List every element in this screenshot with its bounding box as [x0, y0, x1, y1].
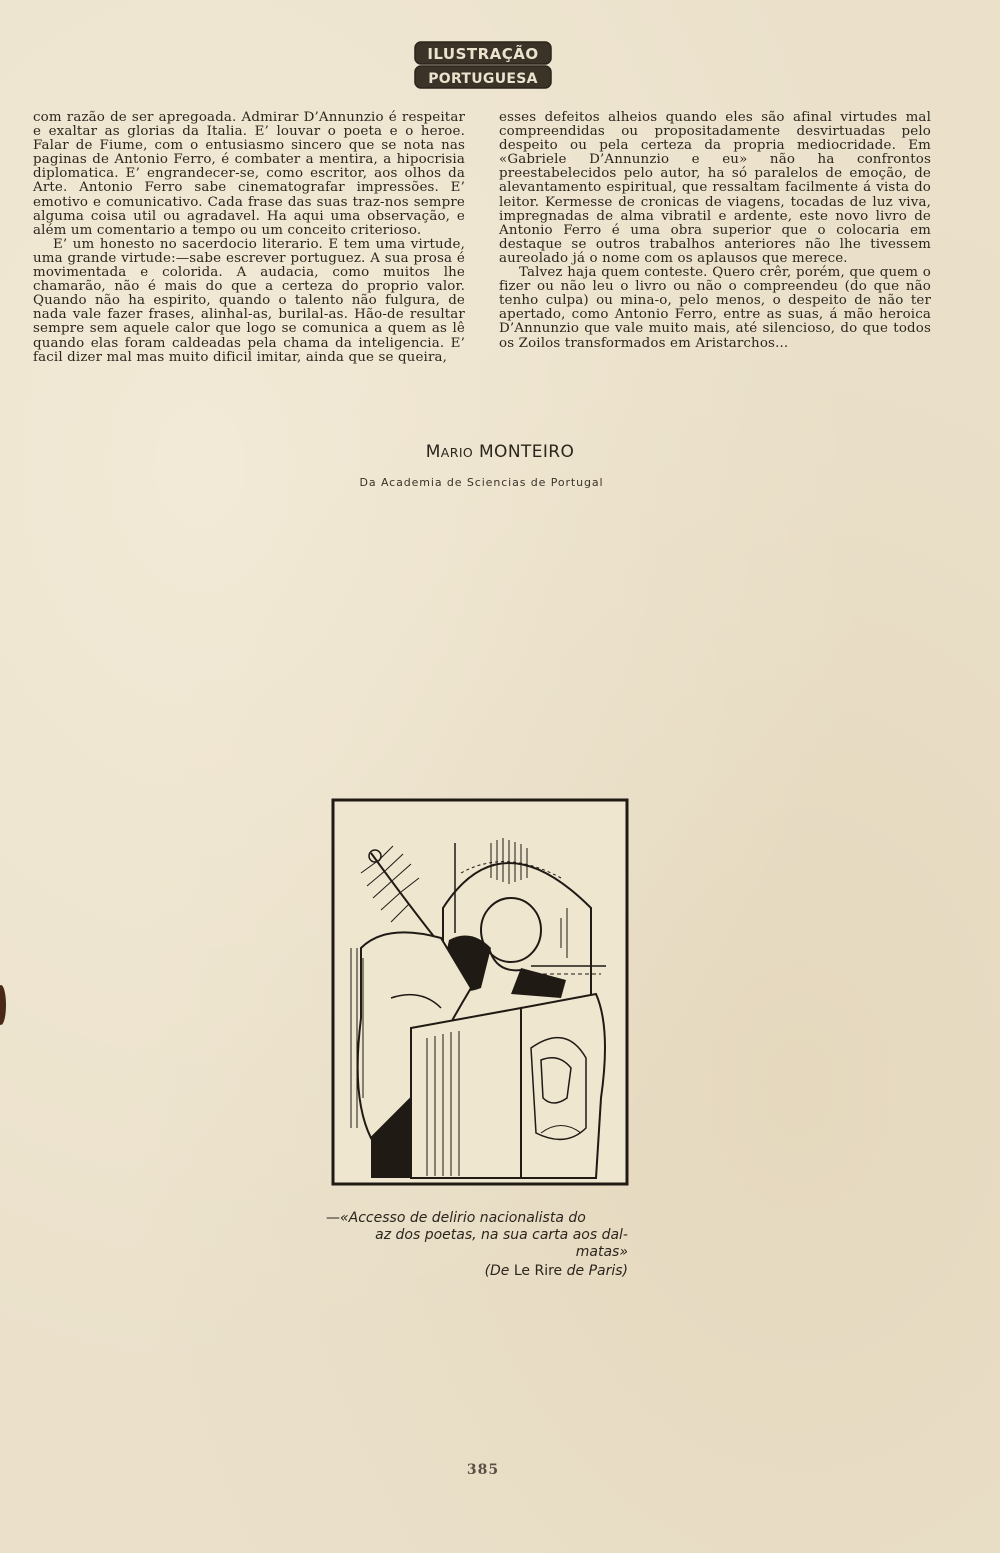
- right-column: [499, 111, 931, 351]
- masthead-line2: PORTUGUESA: [428, 71, 538, 87]
- left-column: [33, 111, 465, 365]
- right-paragraph-2: Talvez haja quem conteste. Quero crêr, porém, que quem o fizer ou não leu o livro ou não o compreendeu (do que não tenho culpa) ou mina-o, pelo menos, o despeito de não ter apertado, como Antonio Ferro, entre as suas, á mão heroica D’Annunzio que vale muito mais, até silencioso, do que todos os Zoilos transformados em Aristarchos...: [499, 265, 931, 351]
- caption-line-3: matas»: [575, 1244, 628, 1260]
- masthead-logo: [413, 40, 553, 92]
- binding-mark: [0, 985, 6, 1025]
- masthead-logo-icon: [413, 40, 553, 92]
- page-number: 385: [466, 1462, 500, 1478]
- illustration-caption: [326, 1210, 628, 1280]
- caption-line-2: az dos poetas, na sua carta aos dal-: [375, 1227, 628, 1243]
- left-paragraph-2: E’ um honesto no sacerdocio literario. E tem uma virtude, uma grande virtude:—sabe escrever portuguez. A sua prosa é movimentada e colorida. A audacia, como muitos lhe chamarão, não é mais do que a certeza do proprio valor. Quando não ha espirito, quando o talento não fulgura, de nada vale fazer frases, alinhal-as, burilal-as. Hão-de resultar sempre sem aquele calor que logo se comunica a quem as lê quando elas foram caldeadas pela chama da inteligencia. E’ facil dizer mal mas muito dificil imitar, ainda que se queira,: [33, 236, 465, 365]
- caption-line-1: —«Accesso de delirio nacionalista do: [326, 1210, 586, 1226]
- author-affiliation: Da Academia de Sciencias de Portugal: [359, 476, 604, 489]
- credit-source: Le Rire: [513, 1263, 563, 1279]
- credit-close: de Paris): [562, 1263, 628, 1279]
- caption-credit: [326, 1263, 628, 1280]
- author-surname: MONTEIRO: [478, 442, 575, 462]
- author-signature: [0, 442, 1000, 462]
- caricature-illustration: [331, 798, 629, 1186]
- left-paragraph-1: com razão de ser apregoada. Admirar D’Annunzio é respeitar e exaltar as glorias da Italia. E’ louvar o poeta e o heroe. Falar de Fiume, com o entusiasmo sincero que se nota nas paginas de Antonio Ferro, é combater a mentira, a hipocrisia diplomatica. E’ engrandecer-se, como escritor, aos olhos da Arte. Antonio Ferro sabe cinematografar impressões. E’ emotivo e comunicativo. Cada frase das suas traz-nos sempre alguma coisa util ou agradavel. Ha aqui uma observação, e além um comentario a tempo ou um conceito criterioso.: [33, 110, 465, 238]
- poet-writing-with-quill-icon: [331, 798, 629, 1186]
- credit-open: (De: [484, 1263, 514, 1279]
- right-paragraph-1: esses defeitos alheios quando eles são afinal virtudes mal compreendidas ou propositadamente desvirtuadas pelo despeito ou pela certeza da propria mediocridade. Em «Gabriele D’Annunzio e eu» não ha confrontos preestabelecidos pelo autor, ha só paralelos de emoção, de alevantamento espiritual, que ressaltam facilmente á vista do leitor. Kermesse de cronicas de viagens, tocadas de luz viva, impregnadas de alma vibratil e ardente, este novo livro de Antonio Ferro é uma obra superior que o colocaria em destaque se outros trabalhos anteriores não lhe tivessem aureolado já o nome com os aplausos que merece.: [499, 110, 931, 266]
- author-first-rest: ARIO: [440, 445, 474, 460]
- author-first-initial: M: [425, 442, 441, 462]
- masthead-line1: ILUSTRAÇÃO: [427, 45, 539, 63]
